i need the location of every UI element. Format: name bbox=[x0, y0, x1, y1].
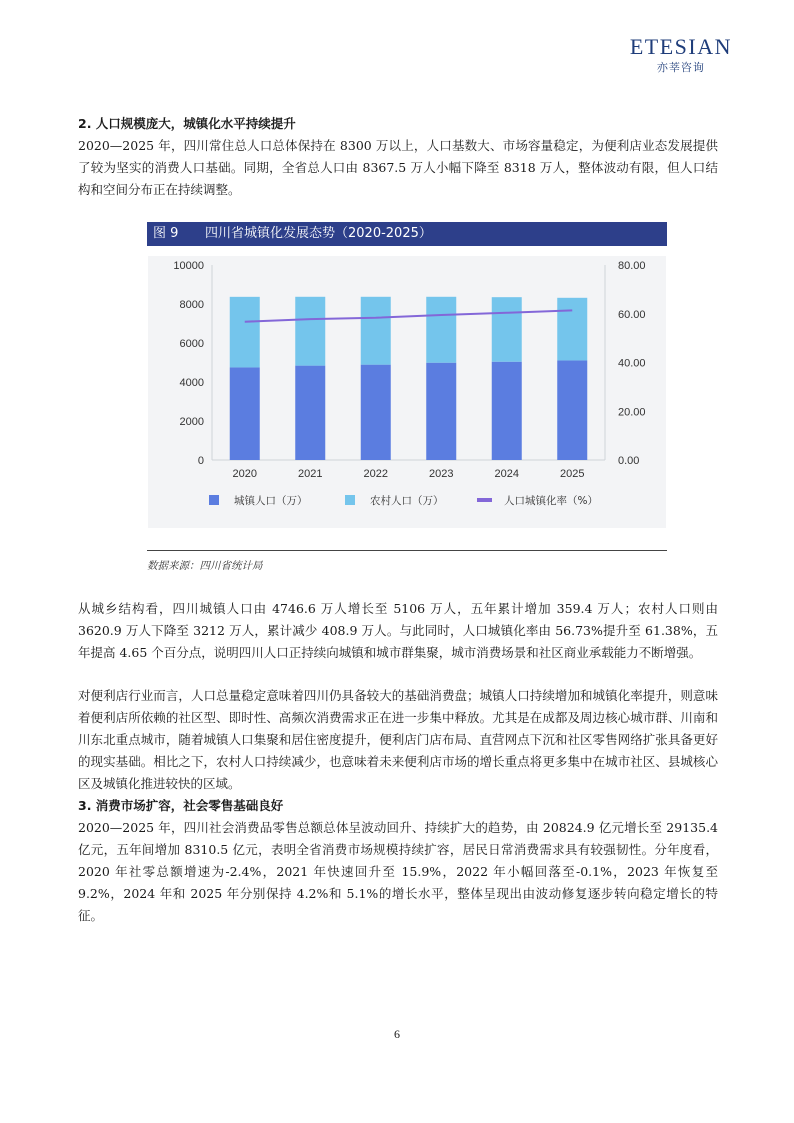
y-left-tick-label: 2000 bbox=[179, 416, 204, 428]
y-right-tick-label: 20.00 bbox=[618, 406, 646, 419]
bar-urban-population bbox=[492, 362, 522, 460]
legend-label: 农村人口（万） bbox=[370, 495, 444, 507]
legend-label: 人口城镇化率（%） bbox=[504, 495, 598, 507]
logo-chinese-name: 亦莘咨询 bbox=[656, 61, 705, 74]
chart-background bbox=[148, 256, 666, 528]
legend-swatch bbox=[345, 495, 355, 505]
figure-title-bar bbox=[147, 222, 667, 246]
y-right-tick-label: 60.00 bbox=[618, 308, 646, 321]
y-left-tick-label: 4000 bbox=[179, 377, 204, 389]
data-source: 数据来源：四川省统计局 bbox=[147, 560, 263, 572]
bar-urban-population bbox=[426, 363, 456, 460]
y-right-tick-label: 0.00 bbox=[618, 455, 640, 467]
figure-number: 图 9 bbox=[153, 226, 179, 241]
bar-rural-population bbox=[492, 297, 522, 362]
logo-wordmark: ETESIAN bbox=[629, 34, 732, 59]
x-tick-label: 2020 bbox=[232, 468, 257, 480]
bar-rural-population bbox=[557, 298, 587, 361]
page-number: 6 bbox=[394, 1027, 400, 1041]
y-left-tick-label: 10000 bbox=[173, 260, 204, 272]
bar-urban-population bbox=[361, 365, 391, 460]
section-heading: 2. 人口规模庞大，城镇化水平持续提升 bbox=[78, 116, 296, 131]
x-tick-label: 2024 bbox=[494, 468, 519, 480]
paragraph: 对便利店行业而言，人口总量稳定意味着四川仍具备较大的基础消费盘；城镇人口持续增加和城镇化率提升，则意味着便利店所依赖的社区型、即时性、高频次消费需求正在进一步集中释放。尤其是在成都及周边核心城市群、川南和川东北重点城市，随着城镇人口集聚和居住密度提升，便利店门店布局、直营网点下沉和社区零售网络扩张具备更好的现实基础。相比之下，农村人口持续减少，也意味着未来便利店市场的增长重点将更多集中在城市社区、县城核心区及城镇化推进较快的区域。 bbox=[78, 688, 718, 791]
population-chart bbox=[147, 246, 667, 546]
paragraph: 2020—2025 年，四川常住总人口总体保持在 8300 万以上，人口基数大、市场容量稳定，为便利店业态发展提供了较为坚实的消费人口基础。同期，全省总人口由 8367.5 万人小幅下降至 8318 万人，整体波动有限，但人口结构和空间分布正在持续调整。 bbox=[78, 138, 718, 197]
bar-urban-population bbox=[557, 360, 587, 460]
paragraph: 2020—2025 年，四川社会消费品零售总额总体呈波动回升、持续扩大的趋势，由 20824.9 亿元增长至 29135.4 亿元，五年间增加 8310.5 亿元，表明全省消费市场规模持续扩容，居民日常消费需求具有较强韧性。分年度看，2020 年社零总额增速为-2.4%，2021 年快速回升至 15.9%，2022 年小幅回落至-0.1%，2023 年恢复至 9.2%，2024 年和 2025 年分别保持 4.2%和 5.1%的增长水平，整体呈现出由波动修复逐步转向稳定增长的特征。 bbox=[78, 820, 718, 923]
bar-rural-population bbox=[295, 297, 325, 366]
y-left-tick-label: 0 bbox=[197, 455, 204, 467]
figure bbox=[147, 222, 667, 551]
section-heading: 3. 消费市场扩容，社会零售基础良好 bbox=[78, 798, 284, 813]
legend-label: 城镇人口（万） bbox=[234, 495, 308, 507]
figure-title: 四川省城镇化发展态势（2020-2025） bbox=[205, 226, 432, 241]
bar-rural-population bbox=[230, 297, 260, 368]
legend-swatch bbox=[209, 495, 219, 505]
bar-urban-population bbox=[230, 367, 260, 460]
x-tick-label: 2022 bbox=[363, 468, 388, 480]
bar-urban-population bbox=[295, 366, 325, 460]
bar-rural-population bbox=[361, 297, 391, 365]
y-left-tick-label: 6000 bbox=[179, 338, 204, 350]
x-tick-label: 2021 bbox=[298, 468, 323, 480]
legend-swatch bbox=[477, 498, 492, 502]
paragraph: 从城乡结构看，四川城镇人口由 4746.6 万人增长至 5106 万人，五年累计增加 359.4 万人；农村人口则由 3620.9 万人下降至 3212 万人，累计减少 408.9 万人。与此同时，人口城镇化率由 56.73%提升至 61.38%，五年提高 4.65 个百分点，说明四川人口正持续向城镇和城市群集聚，城市消费场景和社区商业承载能力不断增强。 bbox=[78, 601, 718, 660]
bar-rural-population bbox=[426, 297, 456, 363]
company-logo bbox=[630, 36, 732, 75]
y-left-tick-label: 8000 bbox=[179, 299, 204, 311]
x-tick-label: 2025 bbox=[560, 468, 585, 480]
y-right-tick-label: 40.00 bbox=[618, 357, 646, 370]
x-tick-label: 2023 bbox=[429, 468, 454, 480]
y-right-tick-label: 80.00 bbox=[618, 260, 646, 272]
